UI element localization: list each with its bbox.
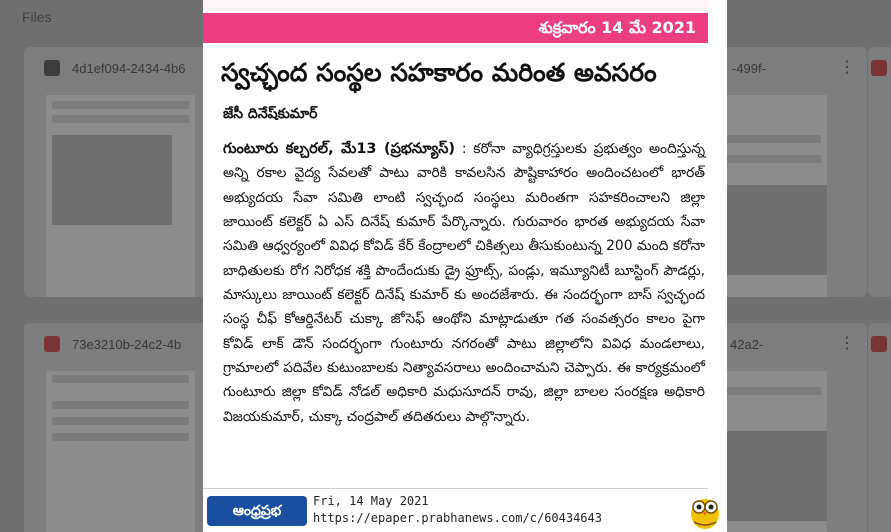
clipping-footer — [203, 488, 708, 532]
file-name: 4d1ef094-2434-4b6 — [72, 60, 186, 76]
doc-icon — [44, 60, 60, 76]
byline: జేసీ దినేష్‌కుమార్ — [223, 106, 318, 122]
article-body — [223, 137, 705, 429]
file-card[interactable] — [24, 323, 217, 532]
more-options-icon[interactable]: ⋮ — [839, 333, 855, 352]
headline: స్వచ్ఛంద సంస్థల సహకారం మరింత అవసరం — [221, 58, 657, 87]
file-name: 42a2- — [730, 336, 764, 352]
date-bar: శుక్రవారం 14 మే 2021 — [203, 13, 708, 43]
more-options-icon[interactable]: ⋮ — [839, 57, 855, 76]
image-icon — [871, 336, 887, 352]
article-text: : కరోనా వ్యాధిగ్రస్తులకు ప్రభుత్వం అందిస్తున్న అన్ని రకాల వైద్య సేవలతో పాటు వారికి కావలసిన పౌష్టికాహారం అందించటంలో భారత్ అభ్యుదయ సేవా సమితి లాంటి స్వచ్ఛంద సంస్థలు మరింతగా సహకరించాలని జిల్లా జాయింట్ కలెక్టర్ ఏ ఎస్ దినేష్ కుమార్ పేర్కొన్నారు. గురువారం భారత అభ్యుదయ సేవా సమితి ఆధ్వర్యంలో వివిధ కోవిడ్ కేర్ కేంద్రాలలో చికిత్సలు తీసుకుంటున్న 200 మంది కరోనా బాధితులకు రోగ నిరోధక శక్తి పొందేందుకు డ్రై ఫ్రూట్స్, పండ్లు, ఇమ్యూనిటీ బూస్టింగ్ పౌడర్లు, మాస్కులు జాయింట్ కలెక్టర్ దినేష్ కుమార్ కు అందజేశారు. ఈ సందర్భంగా బాస్ స్వచ్ఛంద సంస్థ చీఫ్ కోఆర్డినేటర్ చుక్కా జోసెఫ్ ఆంథోని మాట్లాడుతూ గత సంవత్సరం కాలం పైగా కోవిడ్ లాక్ డౌన్ సందర్భంగా గుంటూరు నగరంతో పాటు జిల్లాలోని వివిధ మండలాలు, గ్రామాలలో పదివేల కుటుంబాలకు నిత్యావసరాలు అందించామని చెప్పారు. ఈ కార్యక్రమంలో గుంటూరు జిల్లా కోవిడ్ నోడల్ అధికారి మధుసూదన్ రావు, జిల్లా బాలల సంరక్షణ అధికారి విజయకుమార్, చుక్కా చంద్రపాల్ తదితరులు పాల్గొన్నారు. — [223, 141, 705, 425]
files-title: Files — [22, 9, 52, 25]
file-name: 73e3210b-24c2-4b — [72, 336, 182, 352]
owl-mascot-icon — [688, 492, 722, 530]
news-clipping — [203, 0, 727, 532]
dateline: గుంటూరు కల్చరల్, మే13 (ప్రభన్యూస్) — [223, 141, 456, 157]
file-thumbnail — [720, 95, 827, 297]
image-icon — [871, 60, 887, 76]
file-card[interactable] — [868, 47, 891, 297]
file-thumbnail — [46, 371, 195, 532]
file-card[interactable] — [24, 47, 217, 297]
footer-url[interactable]: https://epaper.prabhanews.com/c/60434643 — [313, 511, 602, 525]
image-icon — [44, 336, 60, 352]
file-thumbnail — [46, 95, 195, 297]
clipping-top-margin — [203, 0, 708, 13]
file-name: -499f- — [732, 60, 766, 76]
file-card[interactable] — [868, 323, 891, 532]
brand-logo: ఆంధ్రప్రభ — [207, 496, 307, 526]
file-thumbnail — [720, 371, 827, 532]
footer-date: Fri, 14 May 2021 — [313, 494, 429, 508]
